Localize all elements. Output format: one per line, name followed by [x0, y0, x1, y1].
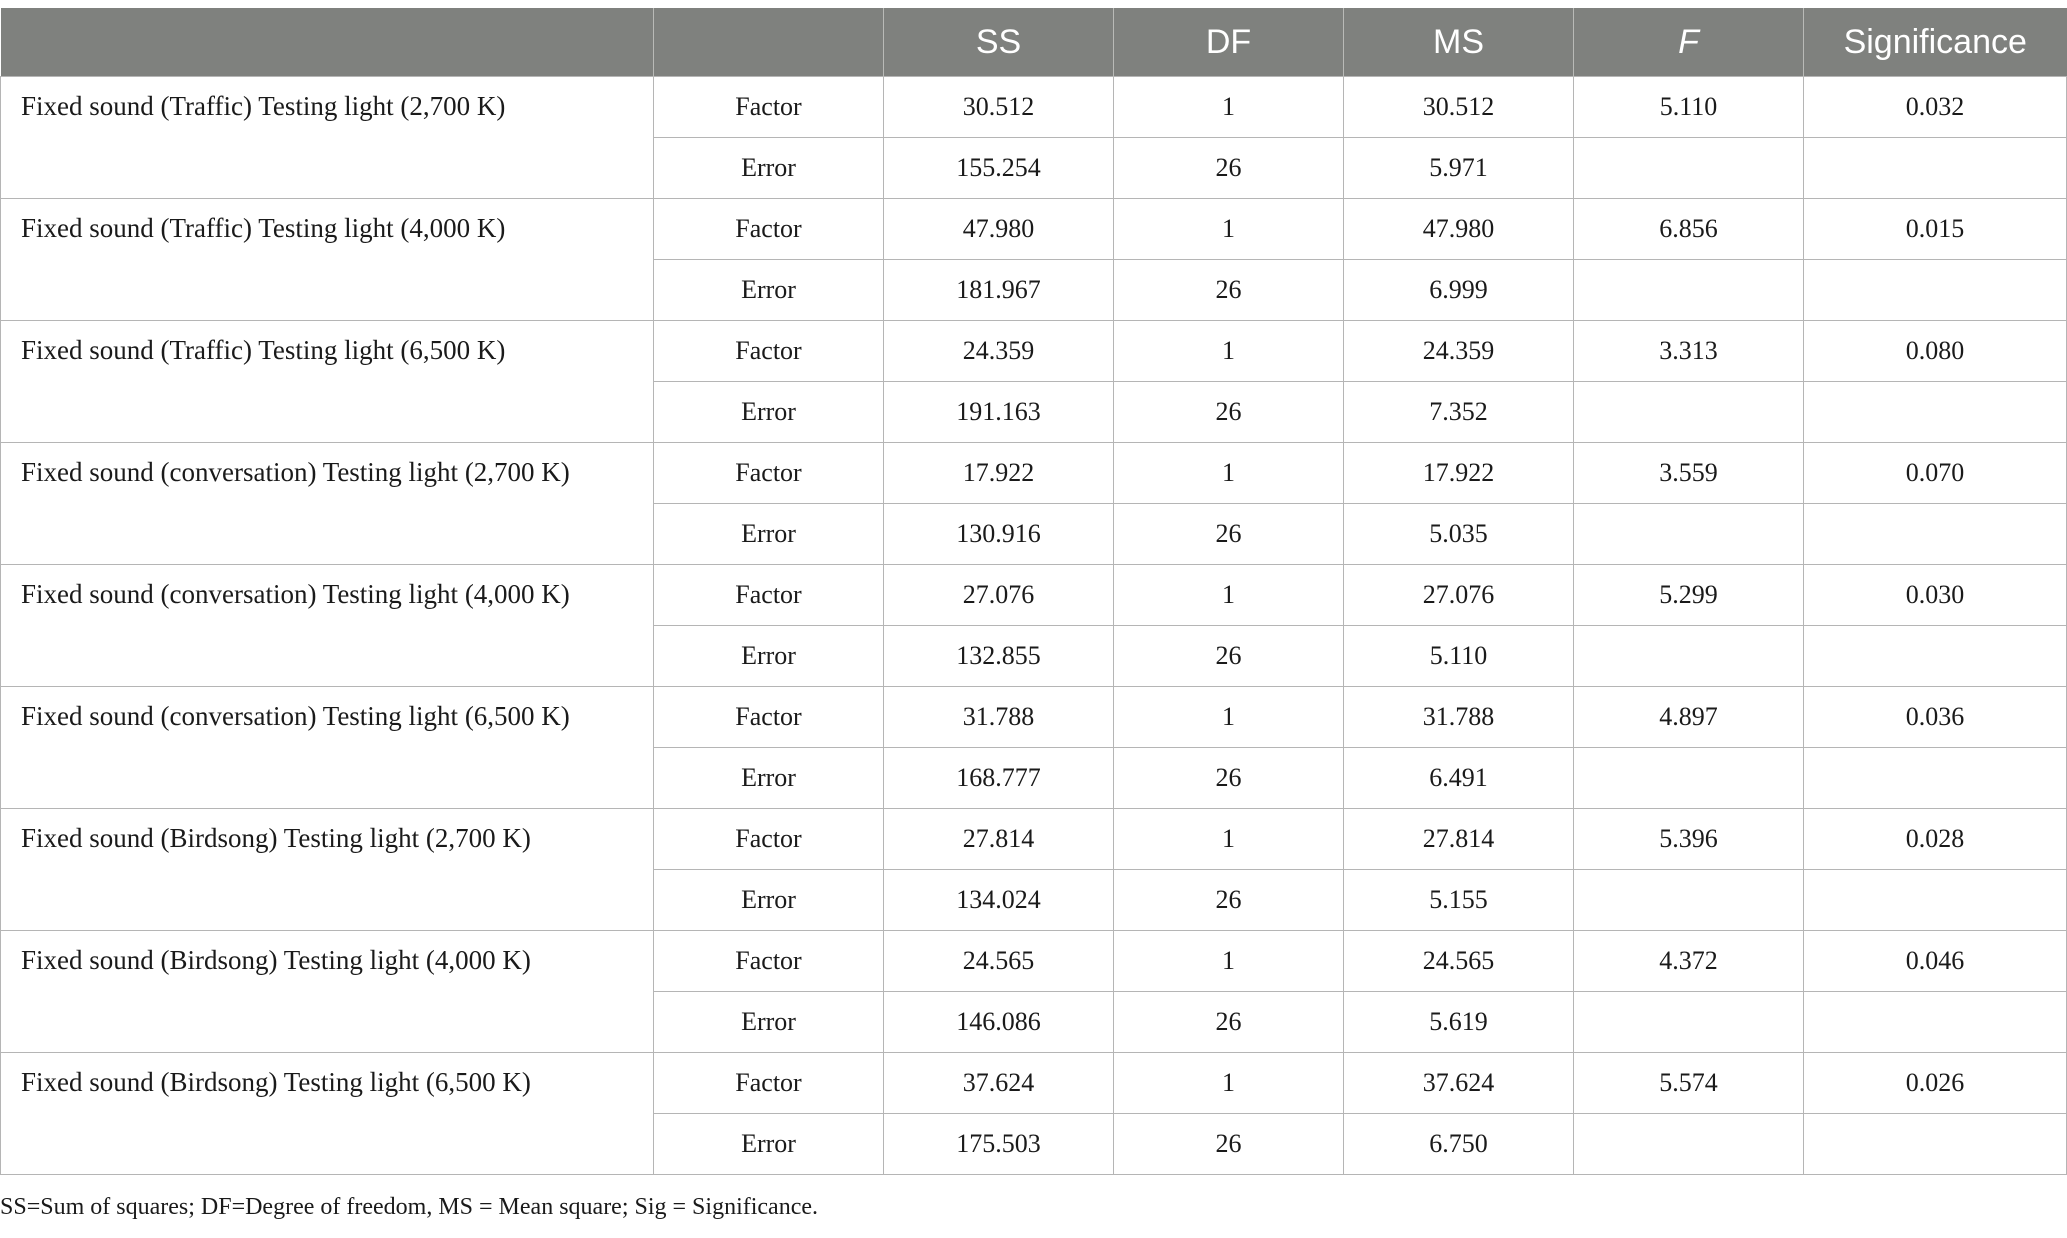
table-row-factor [1, 565, 2067, 626]
ms-cell: 5.110 [1344, 626, 1574, 687]
source-cell: Error [654, 382, 884, 443]
ss-cell: 47.980 [884, 199, 1114, 260]
table-row-factor [1, 809, 2067, 870]
significance-cell: 0.015 [1804, 199, 2067, 260]
ms-cell: 27.814 [1344, 809, 1574, 870]
significance-cell: 0.046 [1804, 931, 2067, 992]
source-cell: Factor [654, 931, 884, 992]
table-row-factor [1, 687, 2067, 748]
source-cell: Error [654, 748, 884, 809]
condition-cell: Fixed sound (Birdsong) Testing light (4,000 K) [1, 931, 654, 1053]
header-df: DF [1114, 8, 1344, 77]
significance-cell [1804, 504, 2067, 565]
significance-cell: 0.032 [1804, 77, 2067, 138]
table-footnote: SS=Sum of squares; DF=Degree of freedom, MS = Mean square; Sig = Significance. [0, 1194, 819, 1220]
significance-cell [1804, 1114, 2067, 1175]
significance-cell [1804, 992, 2067, 1053]
ss-cell: 155.254 [884, 138, 1114, 199]
significance-cell [1804, 748, 2067, 809]
df-cell: 26 [1114, 260, 1344, 321]
df-cell: 26 [1114, 138, 1344, 199]
table-row-factor [1, 443, 2067, 504]
f-cell: 5.574 [1574, 1053, 1804, 1114]
f-cell: 3.559 [1574, 443, 1804, 504]
f-cell [1574, 1114, 1804, 1175]
f-cell [1574, 870, 1804, 931]
f-cell: 5.396 [1574, 809, 1804, 870]
f-cell: 3.313 [1574, 321, 1804, 382]
significance-cell: 0.026 [1804, 1053, 2067, 1114]
significance-cell: 0.036 [1804, 687, 2067, 748]
source-cell: Factor [654, 687, 884, 748]
significance-cell: 0.070 [1804, 443, 2067, 504]
table-header [1, 8, 2067, 77]
df-cell: 1 [1114, 565, 1344, 626]
header-ms: MS [1344, 8, 1574, 77]
ms-cell: 17.922 [1344, 443, 1574, 504]
df-cell: 1 [1114, 1053, 1344, 1114]
f-cell [1574, 504, 1804, 565]
table-row-factor [1, 77, 2067, 138]
ms-cell: 6.999 [1344, 260, 1574, 321]
table-row-factor [1, 199, 2067, 260]
source-cell: Error [654, 138, 884, 199]
table-row-factor [1, 931, 2067, 992]
ms-cell: 24.359 [1344, 321, 1574, 382]
df-cell: 26 [1114, 1114, 1344, 1175]
ss-cell: 168.777 [884, 748, 1114, 809]
ss-cell: 130.916 [884, 504, 1114, 565]
df-cell: 1 [1114, 687, 1344, 748]
ss-cell: 24.359 [884, 321, 1114, 382]
ss-cell: 27.814 [884, 809, 1114, 870]
df-cell: 1 [1114, 321, 1344, 382]
condition-cell: Fixed sound (Traffic) Testing light (6,500 K) [1, 321, 654, 443]
condition-cell: Fixed sound (conversation) Testing light (6,500 K) [1, 687, 654, 809]
ss-cell: 132.855 [884, 626, 1114, 687]
header-significance: Significance [1804, 8, 2067, 77]
significance-cell [1804, 626, 2067, 687]
significance-cell: 0.028 [1804, 809, 2067, 870]
source-cell: Factor [654, 1053, 884, 1114]
ms-cell: 27.076 [1344, 565, 1574, 626]
source-cell: Error [654, 992, 884, 1053]
ms-cell: 5.155 [1344, 870, 1574, 931]
anova-table [0, 8, 2067, 1175]
f-cell: 4.897 [1574, 687, 1804, 748]
ss-cell: 181.967 [884, 260, 1114, 321]
df-cell: 26 [1114, 748, 1344, 809]
source-cell: Factor [654, 321, 884, 382]
f-cell [1574, 626, 1804, 687]
header-row [1, 8, 2067, 77]
source-cell: Factor [654, 77, 884, 138]
ss-cell: 24.565 [884, 931, 1114, 992]
df-cell: 26 [1114, 992, 1344, 1053]
significance-cell [1804, 138, 2067, 199]
df-cell: 1 [1114, 199, 1344, 260]
df-cell: 26 [1114, 626, 1344, 687]
ms-cell: 7.352 [1344, 382, 1574, 443]
significance-cell [1804, 260, 2067, 321]
condition-cell: Fixed sound (Traffic) Testing light (4,000 K) [1, 199, 654, 321]
df-cell: 1 [1114, 809, 1344, 870]
significance-cell: 0.030 [1804, 565, 2067, 626]
header-ss: SS [884, 8, 1114, 77]
df-cell: 1 [1114, 77, 1344, 138]
significance-cell [1804, 382, 2067, 443]
df-cell: 26 [1114, 504, 1344, 565]
ss-cell: 31.788 [884, 687, 1114, 748]
df-cell: 26 [1114, 382, 1344, 443]
condition-cell: Fixed sound (conversation) Testing light (4,000 K) [1, 565, 654, 687]
ms-cell: 24.565 [1344, 931, 1574, 992]
ms-cell: 5.035 [1344, 504, 1574, 565]
ms-cell: 30.512 [1344, 77, 1574, 138]
f-cell: 4.372 [1574, 931, 1804, 992]
significance-cell [1804, 870, 2067, 931]
source-cell: Error [654, 1114, 884, 1175]
condition-cell: Fixed sound (Traffic) Testing light (2,700 K) [1, 77, 654, 199]
ms-cell: 5.619 [1344, 992, 1574, 1053]
f-cell [1574, 260, 1804, 321]
ms-cell: 31.788 [1344, 687, 1574, 748]
ss-cell: 134.024 [884, 870, 1114, 931]
ms-cell: 5.971 [1344, 138, 1574, 199]
table-row-factor [1, 1053, 2067, 1114]
f-cell [1574, 382, 1804, 443]
ss-cell: 175.503 [884, 1114, 1114, 1175]
table-body [1, 77, 2067, 1175]
ms-cell: 37.624 [1344, 1053, 1574, 1114]
f-cell [1574, 138, 1804, 199]
source-cell: Factor [654, 565, 884, 626]
f-cell [1574, 748, 1804, 809]
condition-cell: Fixed sound (Birdsong) Testing light (2,700 K) [1, 809, 654, 931]
table-row-factor [1, 321, 2067, 382]
ms-cell: 47.980 [1344, 199, 1574, 260]
condition-cell: Fixed sound (conversation) Testing light (2,700 K) [1, 443, 654, 565]
ss-cell: 30.512 [884, 77, 1114, 138]
df-cell: 1 [1114, 443, 1344, 504]
f-cell: 5.299 [1574, 565, 1804, 626]
source-cell: Factor [654, 809, 884, 870]
f-cell [1574, 992, 1804, 1053]
source-cell: Factor [654, 199, 884, 260]
source-cell: Error [654, 504, 884, 565]
f-cell: 6.856 [1574, 199, 1804, 260]
condition-cell: Fixed sound (Birdsong) Testing light (6,500 K) [1, 1053, 654, 1175]
f-cell: 5.110 [1574, 77, 1804, 138]
ms-cell: 6.750 [1344, 1114, 1574, 1175]
header-source [654, 8, 884, 77]
ss-cell: 17.922 [884, 443, 1114, 504]
source-cell: Error [654, 626, 884, 687]
ss-cell: 27.076 [884, 565, 1114, 626]
header-condition [1, 8, 654, 77]
df-cell: 1 [1114, 931, 1344, 992]
source-cell: Error [654, 260, 884, 321]
ss-cell: 146.086 [884, 992, 1114, 1053]
df-cell: 26 [1114, 870, 1344, 931]
header-f: F [1574, 8, 1804, 77]
source-cell: Error [654, 870, 884, 931]
ms-cell: 6.491 [1344, 748, 1574, 809]
source-cell: Factor [654, 443, 884, 504]
ss-cell: 37.624 [884, 1053, 1114, 1114]
significance-cell: 0.080 [1804, 321, 2067, 382]
ss-cell: 191.163 [884, 382, 1114, 443]
